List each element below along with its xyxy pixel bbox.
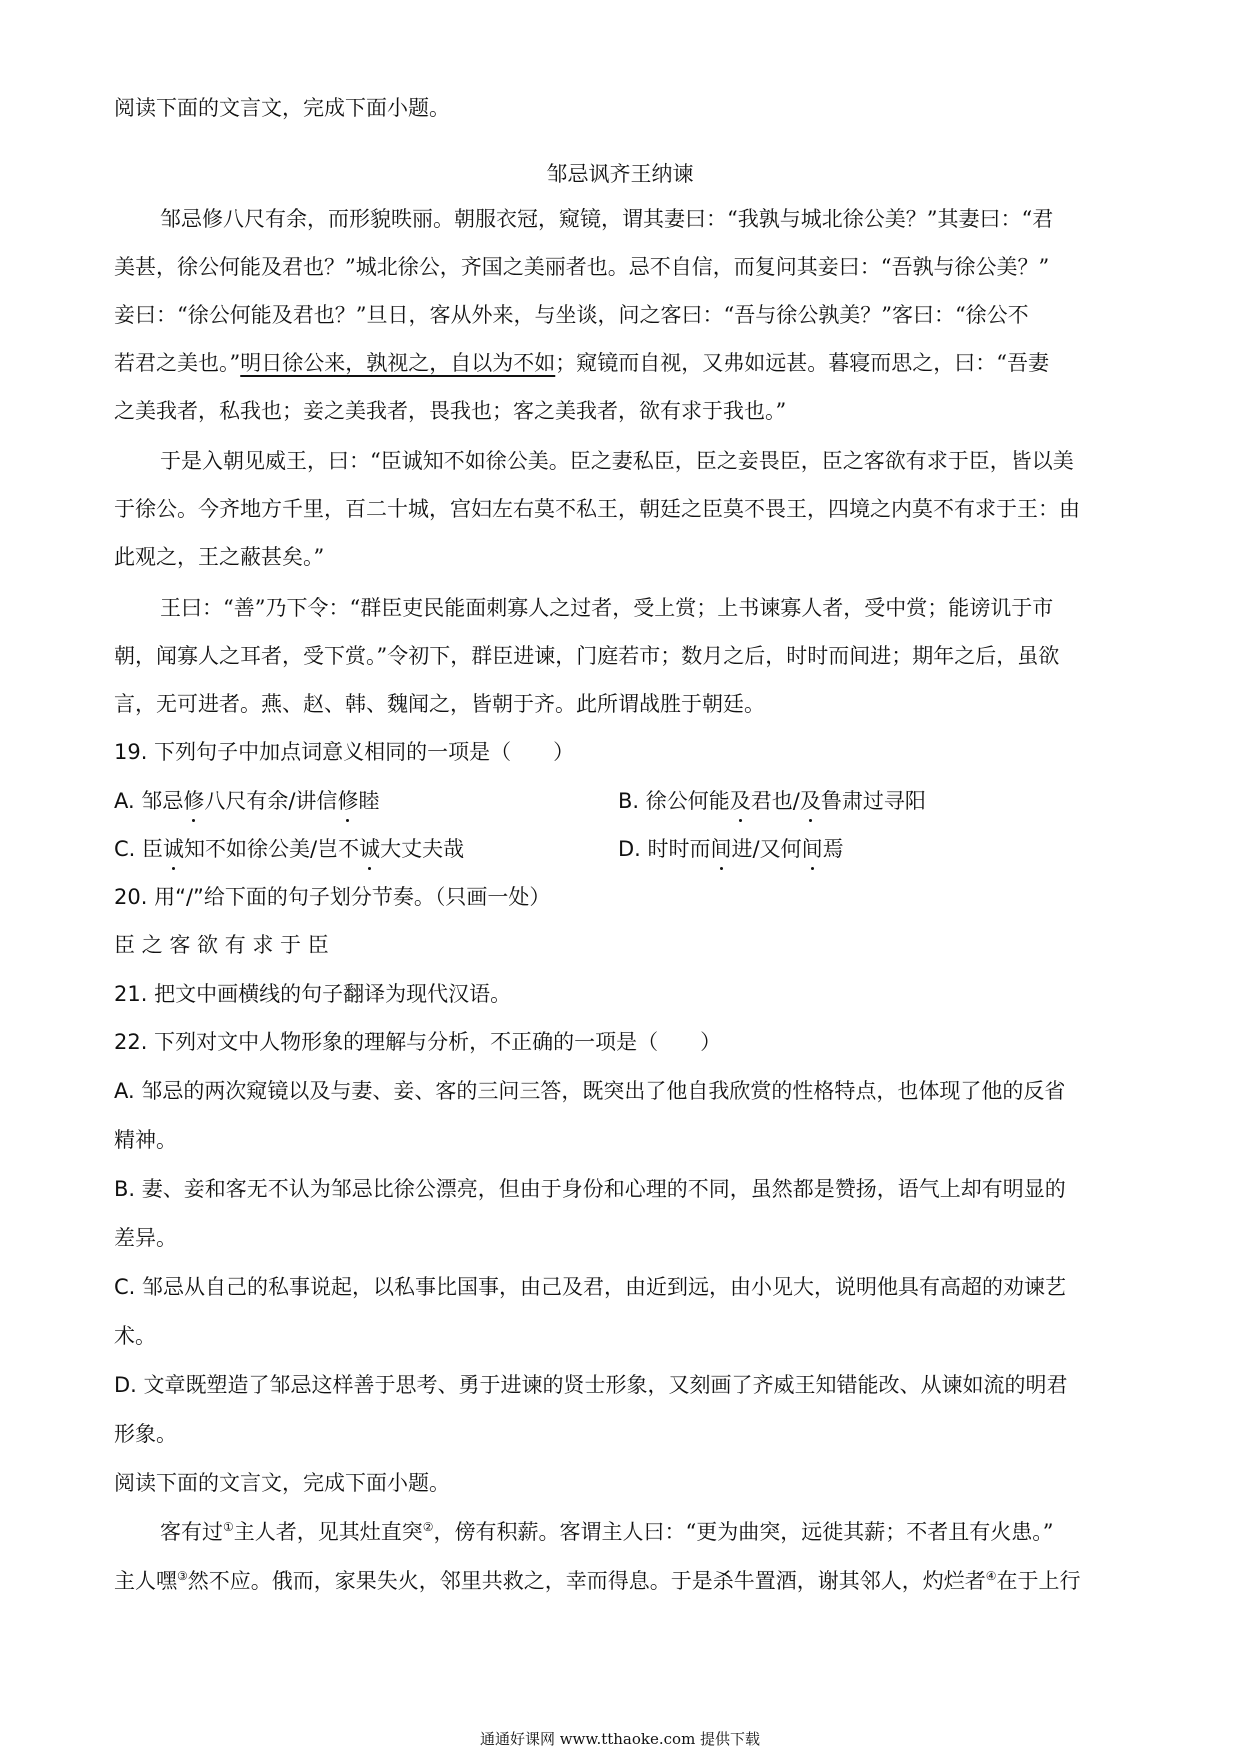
passage1-line: 美甚，徐公何能及君也？”城北徐公，齐国之美丽者也。忌不自信，而复问其妾曰：“吾孰与徐公美？”	[114, 255, 1050, 279]
q19-option-b	[618, 785, 926, 815]
question-19-stem: 19. 下列句子中加点词意义相同的一项是（ ）	[114, 740, 575, 764]
text-span: 睦	[358, 789, 380, 813]
text-span: 知不如徐公美/岂不	[184, 837, 360, 861]
passage4-line	[114, 1569, 1081, 1594]
text-span: 若君之美也。”	[114, 351, 241, 375]
page-footer: 通通好课网 www.tthaoke.com 提供下载	[479, 1730, 761, 1748]
q22-option-d-cont: 形象。	[114, 1422, 177, 1446]
footnote-marker: ③	[177, 1569, 188, 1583]
passage3-line: 朝，闻寡人之耳者，受下赏。”令初下，群臣进谏，门庭若市；数月之后，时时而间进；期年之后，虽欲	[114, 644, 1060, 668]
question-22-stem: 22. 下列对文中人物形象的理解与分析，不正确的一项是（ ）	[114, 1030, 722, 1054]
passage1-line: 妾曰：“徐公何能及君也？”旦日，客从外来，与坐谈，问之客曰：“吾与徐公孰美？”客曰：“徐公不	[114, 303, 1029, 327]
question-21-stem: 21. 把文中画横线的句子翻译为现代汉语。	[114, 982, 512, 1006]
passage3-line: 言，无可进者。燕、赵、韩、魏闻之，皆朝于齐。此所谓战胜于朝廷。	[114, 692, 765, 716]
text-span: 客有过	[160, 1520, 223, 1544]
passage2-line: 于是入朝见威王，曰：“臣诚知不如徐公美。臣之妻私臣，臣之妾畏臣，臣之客欲有求于臣，皆以美	[160, 449, 1074, 473]
dotted-char: 诚	[163, 837, 185, 861]
question-20-stem: 20. 用“/”给下面的句子划分节奏。（只画一处）	[114, 885, 551, 909]
q19-option-d	[618, 833, 844, 863]
text-span: C. 臣	[114, 837, 164, 861]
q22-option-a-cont: 精神。	[114, 1128, 177, 1152]
passage4-line	[160, 1520, 1054, 1545]
text-span: 焉	[822, 837, 844, 861]
passage1-line	[114, 351, 1049, 376]
text-span: A. 邹忌	[114, 789, 184, 813]
passage1-line: 邹忌修八尺有余，而形貌昳丽。朝服衣冠，窥镜，谓其妻曰：“我孰与城北徐公美？”其妻曰：“君	[160, 207, 1054, 231]
passage3-line: 王曰：“善”乃下令：“群臣吏民能面刺寡人之过者，受上赏；上书谏寡人者，受中赏；能谤讥于市	[160, 596, 1054, 620]
q22-option-c: C. 邹忌从自己的私事说起，以私事比国事，由己及君，由近到远，由小见大，说明他具有高超的劝谏艺	[114, 1275, 1067, 1299]
q22-option-d: D. 文章既塑造了邹忌这样善于思考、勇于进谏的贤士形象，又刻画了齐威王知错能改、从谏如流的明君	[114, 1373, 1068, 1397]
passage2-line: 此观之，王之蔽甚矣。”	[114, 545, 325, 569]
q19-option-a	[114, 785, 379, 815]
footnote-marker: ④	[985, 1569, 997, 1583]
q22-option-b-cont: 差异。	[114, 1226, 177, 1250]
text-span: ；窥镜而自视，又弗如远甚。暮寝而思之，曰：“吾妻	[555, 351, 1049, 375]
q22-option-b: B. 妻、妾和客无不认为邹忌比徐公漂亮，但由于身份和心理的不同，虽然都是赞扬，语气上却有明显的	[114, 1177, 1066, 1201]
passage2-line: 于徐公。今齐地方千里，百二十城，宫妇左右莫不私王，朝廷之臣莫不畏王，四境之内莫不有求于王：由	[114, 497, 1080, 521]
passage1-line: 之美我者，私我也；妾之美我者，畏我也；客之美我者，欲有求于我也。”	[114, 399, 787, 423]
reading-instruction-1: 阅读下面的文言文，完成下面小题。	[114, 96, 450, 120]
text-span: 八尺有余/讲信	[204, 789, 338, 813]
text-span: 主人者，见其灶直突	[233, 1520, 423, 1544]
passage-title: 邹忌讽齐王纳谏	[546, 162, 694, 186]
dotted-char: 及	[799, 789, 821, 813]
text-span: B. 徐公何能	[618, 789, 730, 813]
dotted-char: 修	[337, 789, 359, 813]
text-span: 在于上行	[996, 1569, 1081, 1593]
dotted-char: 及	[729, 789, 751, 813]
question-20-sentence: 臣 之 客 欲 有 求 于 臣	[114, 933, 329, 957]
dotted-char: 修	[183, 789, 205, 813]
q22-option-c-cont: 术。	[114, 1324, 156, 1348]
text-span: 大丈夫哉	[380, 837, 465, 861]
reading-instruction-2: 阅读下面的文言文，完成下面小题。	[114, 1471, 450, 1495]
text-span: 鲁肃过寻阳	[820, 789, 926, 813]
footnote-marker: ①	[223, 1520, 234, 1534]
dotted-char: 间	[710, 837, 732, 861]
text-span: ，傍有积薪。客谓主人曰：“更为曲突，远徙其薪；不者且有火患。”	[433, 1520, 1054, 1544]
dotted-char: 诚	[359, 837, 381, 861]
text-span: 进/又何	[731, 837, 802, 861]
dotted-char: 间	[801, 837, 823, 861]
q22-option-a: A. 邹忌的两次窥镜以及与妻、妾、客的三问三答，既突出了他自我欣赏的性格特点，也体现了他的反省	[114, 1079, 1066, 1103]
underlined-sentence: 明日徐公来，孰视之，自以为不如	[240, 351, 556, 375]
text-span: 君也/	[750, 789, 800, 813]
text-span: 然不应。俄而，家果失火，邻里共救之，幸而得息。于是杀牛置酒，谢其邻人，灼烂者	[187, 1569, 986, 1593]
footnote-marker: ②	[422, 1520, 434, 1534]
q19-option-c	[114, 833, 464, 863]
text-span: 主人嘿	[114, 1569, 177, 1593]
text-span: D. 时时而	[618, 837, 711, 861]
